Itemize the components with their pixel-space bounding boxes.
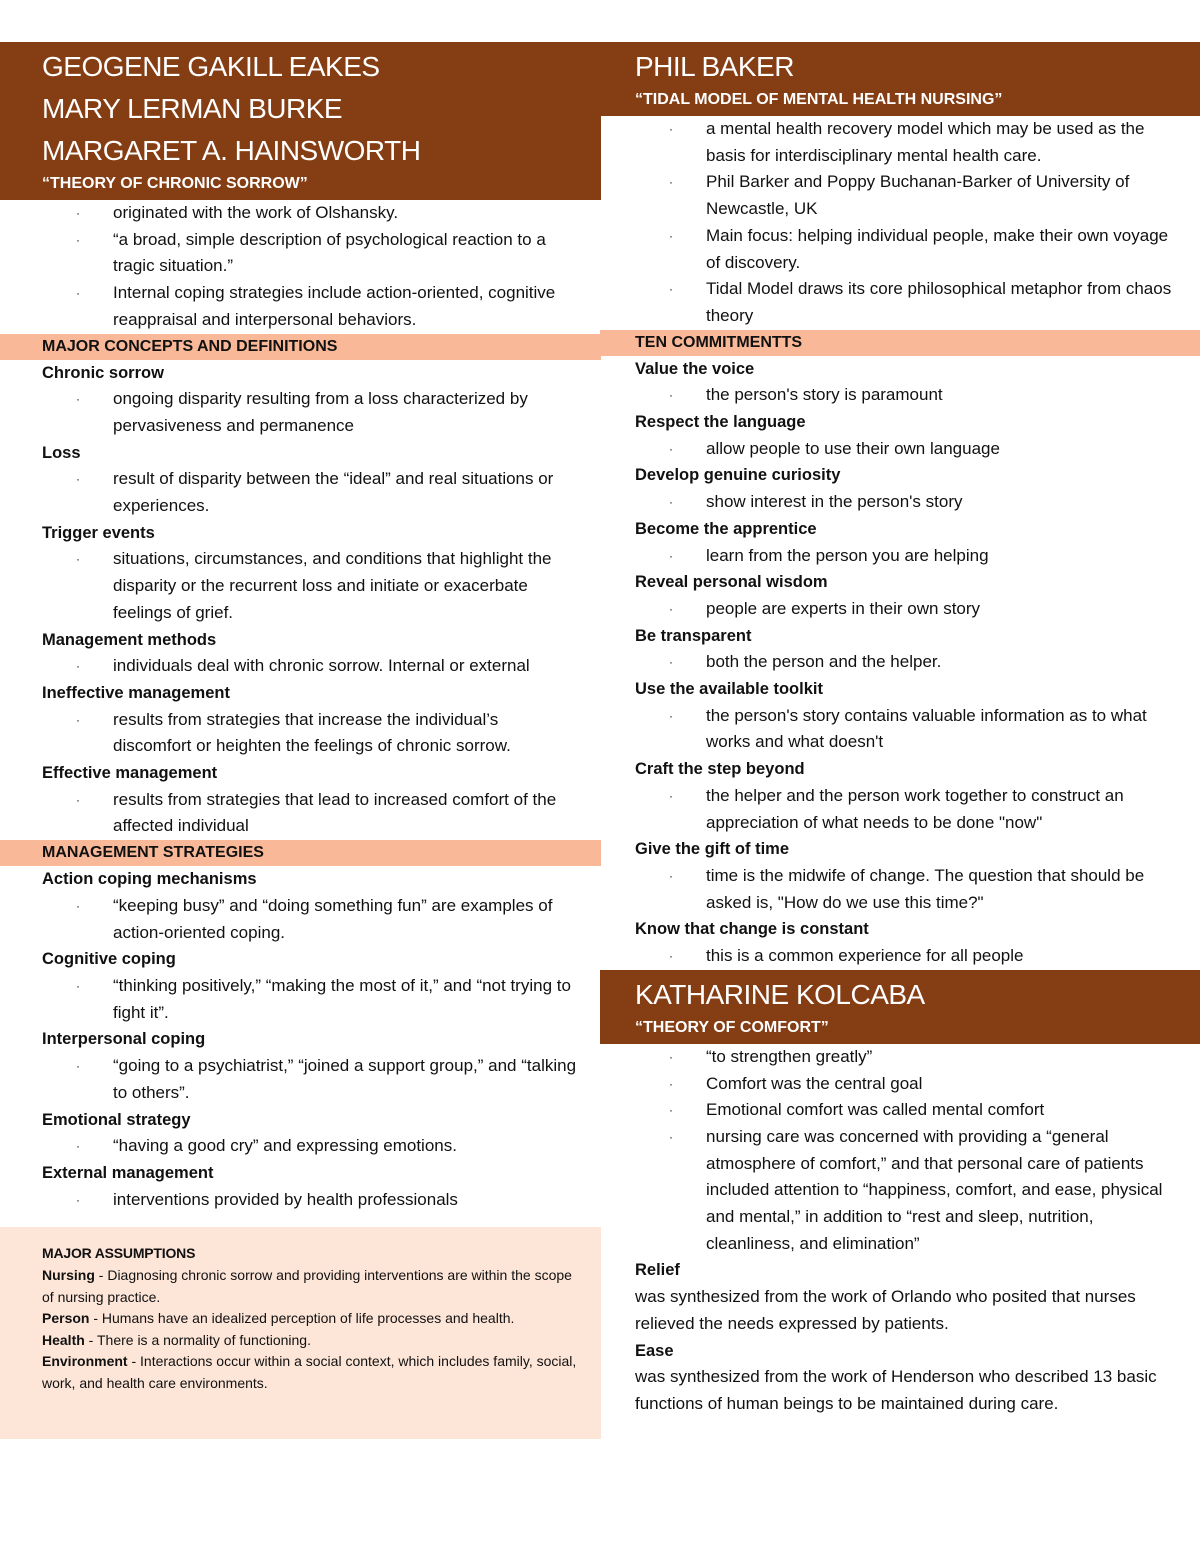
bullet-icon: ·	[669, 655, 673, 670]
list-item: · Emotional comfort was called mental comfort	[635, 1097, 1180, 1124]
list-item: · allow people to use their own language	[635, 436, 1180, 463]
list-item: · Internal coping strategies include action-oriented, cognitive reappraisal and interpersonal behaviors.	[42, 280, 581, 333]
term-heading: Be transparent	[635, 626, 752, 645]
bullet-icon: ·	[669, 228, 673, 243]
bullet-icon: ·	[669, 708, 673, 723]
barker-header	[600, 42, 1200, 116]
list-item: · “a broad, simple description of psychological reaction to a tragic situation.”	[42, 227, 581, 280]
term-heading: Interpersonal coping	[42, 1030, 206, 1049]
term-heading: Chronic sorrow	[42, 363, 164, 382]
bullet-icon: ·	[669, 1129, 673, 1144]
strategies-list	[0, 866, 601, 1213]
list-item: · Tidal Model draws its core philosophical metaphor from chaos theory	[635, 276, 1180, 329]
bullet-icon: ·	[76, 392, 80, 407]
kolcaba-header	[600, 970, 1200, 1044]
bullet-icon: ·	[669, 282, 673, 297]
list-item: · Phil Barker and Poppy Buchanan-Barker of University of Newcastle, UK	[635, 169, 1180, 222]
author-name: KATHARINE KOLCABA	[635, 978, 925, 1010]
bullet-icon: ·	[76, 472, 80, 487]
assumptions-title: MAJOR ASSUMPTIONS	[42, 1245, 196, 1262]
author-name: MARY LERMAN BURKE	[42, 93, 343, 124]
list-item: · originated with the work of Olshansky.	[42, 200, 581, 227]
term-heading: Respect the language	[635, 413, 806, 432]
assumption-item: Environment - Interactions occur within a social context, which includes family, social, work, and health care environments.	[42, 1353, 577, 1391]
list-item: · a mental health recovery model which may be used as the basis for interdisciplinary mental health care.	[635, 116, 1180, 169]
term-heading: Relief	[635, 1261, 680, 1280]
bullet-icon: ·	[669, 1049, 673, 1064]
term-heading: Management methods	[42, 630, 217, 649]
term-heading: Craft the step beyond	[635, 760, 805, 779]
list-item: · “having a good cry” and expressing emotions.	[42, 1133, 581, 1160]
term-heading: Loss	[42, 443, 81, 462]
bullet-icon: ·	[76, 232, 80, 247]
term-heading: Develop genuine curiosity	[635, 466, 841, 485]
author-name: GEOGENE GAKILL EAKES	[42, 51, 380, 82]
bullet-icon: ·	[76, 1139, 80, 1154]
author-name: MARGARET A. HAINSWORTH	[42, 135, 421, 166]
term-heading: Value the voice	[635, 359, 755, 378]
list-item: · both the person and the helper.	[635, 649, 1180, 676]
term-heading: Cognitive coping	[42, 950, 176, 969]
right-column	[600, 42, 1200, 1418]
list-item: · time is the midwife of change. The question that should be asked is, "How do we use this time?"	[635, 863, 1180, 916]
eakes-header	[0, 42, 601, 200]
list-item: · the person's story is paramount	[635, 382, 1180, 409]
list-item: · show interest in the person's story	[635, 489, 1180, 516]
term-heading: Use the available toolkit	[635, 680, 823, 699]
bullet-icon: ·	[76, 659, 80, 674]
assumption-item: Health - There is a normality of functioning.	[42, 1331, 311, 1348]
term-heading: Reveal personal wisdom	[635, 573, 828, 592]
bullet-icon: ·	[76, 552, 80, 567]
list-item: · the person's story contains valuable information as to what works and what doesn't	[635, 703, 1180, 756]
list-item: · result of disparity between the “ideal” and real situations or experiences.	[42, 466, 581, 519]
term-heading: Effective management	[42, 764, 218, 783]
bullet-icon: ·	[76, 978, 80, 993]
term-heading: Action coping mechanisms	[42, 870, 257, 889]
bullet-icon: ·	[76, 1192, 80, 1207]
bullet-icon: ·	[669, 601, 673, 616]
bullet-icon: ·	[76, 1059, 80, 1074]
left-column	[0, 42, 601, 1439]
list-item: · Comfort was the central goal	[635, 1071, 1180, 1098]
list-item: · learn from the person you are helping	[635, 543, 1180, 570]
list-item: · this is a common experience for all people	[635, 943, 1180, 970]
bullet-icon: ·	[669, 175, 673, 190]
bullet-icon: ·	[76, 792, 80, 807]
list-item: · the helper and the person work together to construct an appreciation of what needs to be done "now"	[635, 783, 1180, 836]
theory-title: “TIDAL MODEL OF MENTAL HEALTH NURSING”	[635, 91, 1003, 108]
term-heading: Know that change is constant	[635, 920, 869, 939]
bullet-icon: ·	[76, 898, 80, 913]
section-heading: MANAGEMENT STRATEGIES	[0, 840, 601, 866]
tidal-intro	[600, 116, 1200, 330]
bullet-icon: ·	[669, 788, 673, 803]
list-item: · “keeping busy” and “doing something fun” are examples of action-oriented coping.	[42, 893, 581, 946]
ease-text: was synthesized from the work of Henderson who described 13 basic functions of human beings to be maintained during care.	[635, 1367, 1157, 1413]
list-item: · “thinking positively,” “making the most of it,” and “not trying to fight it”.	[42, 973, 581, 1026]
bullet-icon: ·	[669, 441, 673, 456]
bullet-icon: ·	[76, 286, 80, 301]
bullet-icon: ·	[669, 122, 673, 136]
list-item: · nursing care was concerned with providing a “general atmosphere of comfort,” and that personal care of patients included attention to “happiness, comfort, and ease, physical and mental,” in addition to “rest and sleep, nutrition, cleanliness, and elimination”	[635, 1124, 1180, 1258]
term-heading: Emotional strategy	[42, 1110, 191, 1129]
list-item: · results from strategies that lead to increased comfort of the affected individual	[42, 787, 581, 840]
relief-text: was synthesized from the work of Orlando who posited that nurses relieved the needs expressed by patients.	[635, 1287, 1136, 1333]
section-heading: MAJOR CONCEPTS AND DEFINITIONS	[0, 334, 601, 360]
major-assumptions-box	[0, 1227, 601, 1439]
bullet-icon: ·	[669, 388, 673, 403]
bullet-icon: ·	[669, 495, 673, 510]
commitments-list	[600, 356, 1200, 970]
list-item: · Main focus: helping individual people, make their own voyage of discovery.	[635, 223, 1180, 276]
term-heading: Ineffective management	[42, 683, 230, 702]
author-name: PHIL BAKER	[635, 51, 794, 82]
theory-title: “THEORY OF COMFORT”	[635, 1018, 829, 1036]
comfort-section	[600, 1044, 1200, 1418]
theory-title: “THEORY OF CHRONIC SORROW”	[42, 175, 308, 192]
assumption-item: Nursing - Diagnosing chronic sorrow and providing interventions are within the scope of nursing practice.	[42, 1266, 572, 1305]
bullet-icon: ·	[669, 1103, 673, 1118]
term-heading: Give the gift of time	[635, 840, 790, 859]
term-heading: Trigger events	[42, 523, 155, 542]
term-heading: Become the apprentice	[635, 519, 817, 538]
list-item: · ongoing disparity resulting from a loss characterized by pervasiveness and permanence	[42, 386, 581, 439]
list-item: · results from strategies that increase the individual’s discomfort or heighten the feelings of chronic sorrow.	[42, 707, 581, 760]
bullet-icon: ·	[76, 206, 80, 220]
bullet-icon: ·	[669, 548, 673, 563]
list-item: · individuals deal with chronic sorrow. Internal or external	[42, 653, 581, 680]
assumption-item: Person - Humans have an idealized perception of life processes and health.	[42, 1310, 515, 1327]
term-heading: External management	[42, 1163, 214, 1182]
bullet-icon: ·	[669, 868, 673, 883]
list-item: · interventions provided by health professionals	[42, 1187, 581, 1214]
bullet-icon: ·	[669, 949, 673, 964]
list-item: · “to strengthen greatly”	[635, 1044, 1180, 1071]
bullet-icon: ·	[76, 712, 80, 727]
concepts-list	[0, 360, 601, 841]
list-item: · “going to a psychiatrist,” “joined a support group,” and “talking to others”.	[42, 1053, 581, 1106]
bullet-icon: ·	[669, 1076, 673, 1091]
list-item: · situations, circumstances, and conditions that highlight the disparity or the recurrent loss and initiate or exacerbate feelings of grief.	[42, 546, 581, 626]
section-heading: TEN COMMITMENTTS	[600, 330, 1200, 356]
list-item: · people are experts in their own story	[635, 596, 1180, 623]
term-heading: Ease	[635, 1341, 674, 1360]
chronic-sorrow-intro	[0, 200, 601, 334]
